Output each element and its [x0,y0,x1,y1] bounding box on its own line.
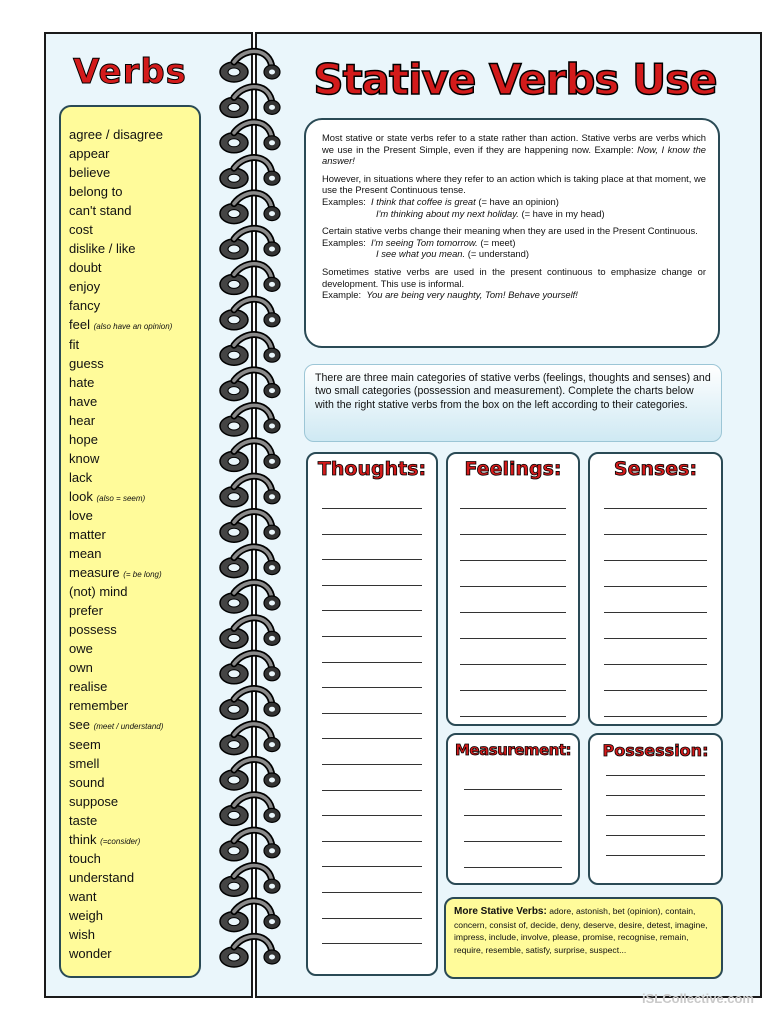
answer-blank-line[interactable] [322,713,422,714]
verbs-heading: Verbs [73,52,187,92]
verb-word: hope [69,431,98,447]
spiral-ring [220,299,280,330]
verb-item [69,277,172,296]
verb-item [69,315,172,334]
answer-blank-line[interactable] [604,664,707,665]
answer-blank-line[interactable] [460,508,566,509]
verb-note: (=consider) [100,836,141,846]
spiral-ring [220,795,280,826]
verb-word: love [69,507,93,523]
verb-word: agree / disagree [69,127,163,142]
spiral-ring [220,724,280,755]
answer-blank-line[interactable] [464,815,562,816]
spiral-ring [220,158,280,189]
verb-item [69,144,172,163]
spiral-ring [220,476,280,507]
verb-word: guess [69,355,104,371]
spiral-ring [220,335,280,366]
spiral-ring [220,228,280,259]
verb-item [69,163,172,182]
verb-item [69,582,172,601]
verb-item [69,239,172,258]
verb-item [69,944,172,963]
verb-word: appear [69,146,110,162]
verb-word: own [69,660,93,676]
verb-list-panel [59,105,201,978]
verb-word: think [69,831,97,847]
answer-blank-line[interactable] [606,815,705,816]
answer-blank-line[interactable] [460,716,566,717]
verb-item [69,773,172,792]
verb-note: (meet / understand) [93,722,164,732]
feelings-title: Feelings: [464,458,562,480]
answer-blank-line[interactable] [322,790,422,791]
verb-word: look [69,488,93,504]
answer-blank-line[interactable] [322,559,422,560]
answer-blank-line[interactable] [322,738,422,739]
answer-blank-line[interactable] [464,867,562,868]
verb-word: sound [69,774,105,790]
spiral-binding [212,44,292,984]
answer-blank-line[interactable] [604,534,707,535]
thoughts-title: Thoughts: [317,458,427,480]
answer-blank-line[interactable] [604,560,707,561]
verb-item [69,468,172,487]
spiral-ring [220,901,280,932]
thoughts-box [306,452,438,976]
verb-word: taste [69,812,98,828]
more-stative-verbs-box [444,897,723,979]
intro-paragraph-2: However, in situations where they refer to an action which is taking place at that moment, we use the Present Continuous tense. Examples: I think that coffee is great (= have an opinion) I'm thinking about my next holiday. (= have in my head) [322,172,706,219]
verb-item [69,639,172,658]
answer-blank-line[interactable] [322,636,422,637]
answer-blank-line[interactable] [322,508,422,509]
verb-item [69,715,172,734]
verb-word: want [69,888,97,904]
answer-blank-line[interactable] [322,534,422,535]
answer-blank-line[interactable] [604,638,707,639]
answer-blank-line[interactable] [460,690,566,691]
answer-blank-line[interactable] [604,690,707,691]
verb-word: see [69,717,90,733]
measurement-box [446,733,580,885]
spiral-ring [220,193,280,224]
instructions-box: There are three main categories of stative verbs (feelings, thoughts and senses) and two small categories (possession and measurement). Complete the charts below with the right stative verbs from the box on the left according to their categories. [304,364,722,442]
verb-word: remember [69,698,129,714]
spiral-ring [220,866,280,897]
verb-word: realise [69,679,108,695]
answer-blank-line[interactable] [464,789,562,790]
verb-item [69,754,172,773]
answer-blank-line[interactable] [460,612,566,613]
verb-item [69,811,172,830]
verb-word: fancy [69,298,101,314]
verb-item [69,849,172,868]
answer-blank-line[interactable] [604,612,707,613]
verb-word: mean [69,546,102,562]
verb-item [69,868,172,887]
verb-item [69,335,172,354]
spiral-ring [220,547,280,578]
verb-word: wonder [69,946,112,962]
answer-blank-line[interactable] [604,586,707,587]
verb-word: believe [69,165,111,181]
spiral-ring [220,936,280,967]
answer-blank-line[interactable] [604,508,707,509]
verb-item [69,925,172,944]
verb-word: wish [69,926,96,942]
spiral-ring [220,830,280,861]
verb-item [69,182,172,201]
answer-blank-line[interactable] [606,835,705,836]
verb-item [69,544,172,563]
verb-item [69,430,172,449]
verb-item [69,658,172,677]
verb-word: doubt [69,260,102,276]
answer-blank-line[interactable] [322,610,422,611]
feelings-box [446,452,580,726]
spiral-ring [220,122,280,153]
spiral-ring [220,405,280,436]
spiral-ring [220,618,280,649]
intro-paragraph-1: Most stative or state verbs refer to a state rather than action. Stative verbs are verbs which we use in the Present Simple, even if they are happening now. Example: Now, I know the answer! [322,132,707,167]
verb-word: cost [69,222,93,238]
answer-blank-line[interactable] [604,716,707,717]
verb-item [69,525,172,544]
verb-word: lack [69,469,93,485]
answer-blank-line[interactable] [606,855,705,856]
answer-blank-line[interactable] [460,586,566,587]
spiral-ring [220,264,280,295]
answer-blank-line[interactable] [322,815,422,816]
verb-item [69,677,172,696]
verb-word: seem [69,736,101,752]
verb-item [69,601,172,620]
verb-word: feel [69,317,90,333]
verb-note: (= be long) [123,570,162,580]
verb-item [69,563,172,582]
verb-item [69,620,172,639]
spiral-ring [220,51,280,82]
verb-item [69,220,172,239]
answer-blank-line[interactable] [606,775,705,776]
verb-item [69,201,172,220]
page-title: Stative Verbs Use [313,55,717,104]
verb-word: smell [69,755,100,771]
answer-blank-line[interactable] [322,687,422,688]
verb-item [69,125,172,144]
verb-item [69,258,172,277]
verb-word: understand [69,869,135,885]
more-stative-verbs-label: More Stative Verbs: [454,906,547,917]
verb-item [69,887,172,906]
possession-box [588,733,723,885]
answer-blank-line[interactable] [322,662,422,663]
answer-blank-line[interactable] [322,918,422,919]
verb-word: measure [69,565,120,581]
verb-word: hear [69,412,96,428]
verb-item [69,411,172,430]
answer-blank-line[interactable] [322,585,422,586]
answer-blank-line[interactable] [460,534,566,535]
answer-blank-line[interactable] [322,866,422,867]
more-stative-verbs-text: adore, astonish, bet (opinion), contain, concern, consist of, decide, deny, deserve, desire, detest, imagine, impress, include, involve, please, promise, recognise, remain, require, resemble, satisfy, surprise, suspect... [454,906,708,955]
verb-list [69,125,172,963]
answer-blank-line[interactable] [322,841,422,842]
spiral-ring [220,653,280,684]
senses-box [588,452,723,726]
verb-item [69,506,172,525]
verb-item [69,373,172,392]
verb-word: belong to [69,184,123,200]
spiral-ring [220,689,280,720]
verb-note: (also have an opinion) [93,322,173,332]
answer-blank-line[interactable] [322,892,422,893]
senses-title: Senses: [613,458,698,480]
verb-item [69,696,172,715]
verb-item [69,392,172,411]
verb-word: owe [69,641,93,657]
verb-word: hate [69,374,95,390]
verb-item [69,830,172,849]
measurement-title: Measurement: [454,741,572,759]
possession-title: Possession: [602,741,709,760]
verb-word: matter [69,526,106,542]
verb-word: suppose [69,793,119,809]
answer-blank-line[interactable] [322,764,422,765]
verb-item [69,487,172,506]
verb-word: have [69,393,98,409]
spiral-ring [220,441,280,472]
verb-word: touch [69,850,101,866]
verb-word: dislike / like [69,241,136,257]
answer-blank-line[interactable] [460,560,566,561]
spiral-ring [220,512,280,543]
verb-word: fit [69,336,80,352]
spiral-ring [220,87,280,118]
verb-word: prefer [69,603,103,619]
verb-item [69,449,172,468]
verb-item [69,792,172,811]
verb-note: (also = seem) [96,493,146,503]
watermark: iSLCollective.com [642,991,754,1006]
verb-word: know [69,450,100,466]
verb-word: can't stand [69,203,132,219]
answer-blank-line[interactable] [460,638,566,639]
intro-paragraph-3: Certain stative verbs change their meaning when they are used in the Present Continuous. Examples: I'm seeing Tom tomorrow. (= meet) I see what you mean. (= understand) [322,225,698,260]
spiral-ring [220,582,280,613]
spiral-ring [220,370,280,401]
verb-item [69,735,172,754]
intro-explanation-box [304,118,720,348]
verb-word: (not) mind [69,584,128,600]
verb-item [69,296,172,315]
answer-blank-line[interactable] [606,795,705,796]
intro-paragraph-4: Sometimes stative verbs are used in the present continuous to emphasize change or development. This use is informal. Example: You are being very naughty, Tom! Behave yourself! [322,265,706,301]
verb-item [69,354,172,373]
answer-blank-line[interactable] [464,841,562,842]
verb-word: possess [69,622,117,638]
spiral-ring [220,759,280,790]
answer-blank-line[interactable] [322,943,422,944]
verb-word: enjoy [69,279,101,295]
verb-word: weigh [69,907,103,923]
verb-item [69,906,172,925]
answer-blank-line[interactable] [460,664,566,665]
